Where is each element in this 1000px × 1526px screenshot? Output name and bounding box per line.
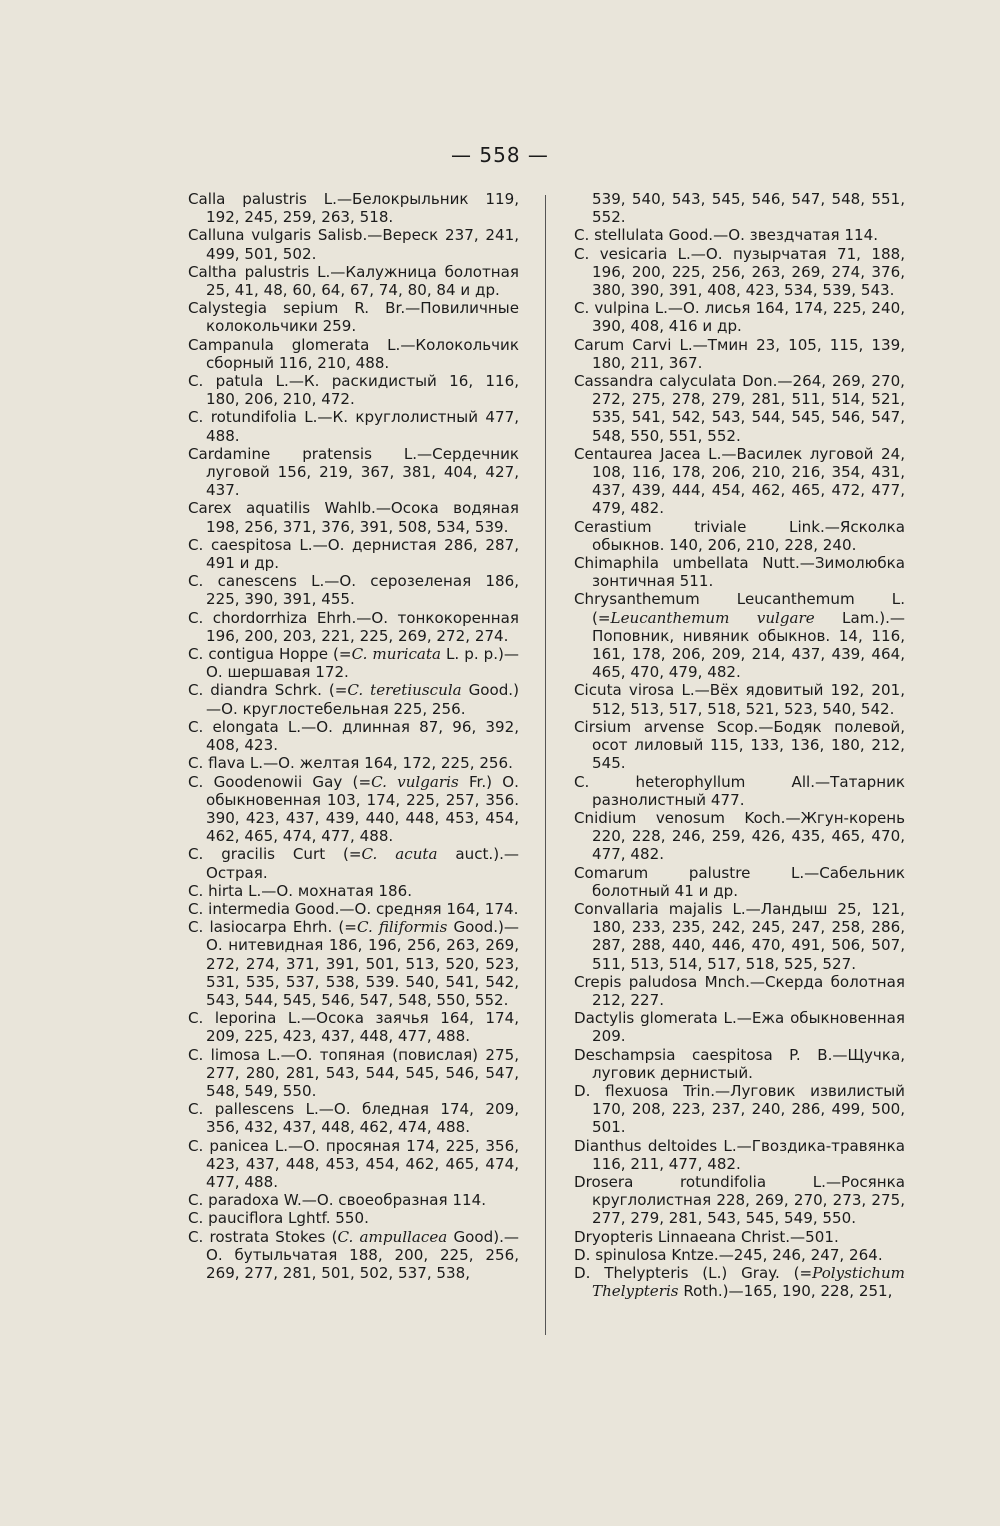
entry-text: C. leporina L.—Осока заячья 164, 174, 209, 225, 423, 437, 448, 477, 488. bbox=[188, 1009, 519, 1046]
index-entry bbox=[574, 590, 905, 681]
entry-text: Carum Carvi L.—Тмин 23, 105, 115, 139, 180, 211, 367. bbox=[574, 335, 905, 372]
index-entry bbox=[188, 882, 519, 900]
entry-text: C. rostrata Stokes ( bbox=[188, 1227, 338, 1246]
index-column-left bbox=[188, 190, 519, 1282]
entry-text: Cassandra calyculata Don.—264, 269, 270, 272, 275, 278, 279, 281, 511, 514, 521, 535, 541, 542, 543, 544, 545, 546, 547, 548, 550, 551, 552. bbox=[574, 372, 905, 445]
entry-text: C. rotundifolia L.—К. круглолистный 477, 488. bbox=[188, 408, 519, 445]
entry-text: Cerastium triviale Link.—Ясколка обыкнов. 140, 206, 210, 228, 240. bbox=[574, 517, 905, 554]
entry-text: Roth.)—165, 190, 228, 251, bbox=[678, 1282, 893, 1301]
entry-text: C. panicea L.—О. просяная 174, 225, 356, 423, 437, 448, 453, 454, 462, 465, 474, 477, 488. bbox=[188, 1136, 519, 1191]
index-entry bbox=[574, 245, 905, 300]
index-entry bbox=[188, 900, 519, 918]
entry-text: Deschampsia caespitosa P. B.—Щучка, луговик дернистый. bbox=[574, 1045, 905, 1082]
entry-text: C. caespitosa L.—О. дернистая 286, 287, 491 и др. bbox=[188, 535, 519, 573]
entry-text: Campanula glomerata L.—Колокольчик сборный 116, 210, 488. bbox=[188, 335, 519, 372]
entry-text: C. patula L.—К. раскидистый 16, 116, 180, 206, 210, 472. bbox=[188, 372, 519, 409]
entry-text: C. hirta L.—О. мохнатая 186. bbox=[188, 881, 413, 900]
index-entry bbox=[188, 499, 519, 535]
index-entry bbox=[188, 445, 519, 500]
entry-text: Dryopteris Linnaeana Christ.—501. bbox=[574, 1227, 839, 1246]
index-entry bbox=[188, 845, 519, 881]
entry-text: Dactylis glomerata L.—Ежа обыкновенная 209. bbox=[574, 1009, 905, 1046]
entry-text: C. limosa L.—О. топяная (повислая) 275, 277, 280, 281, 543, 544, 545, 546, 547, 548, 549, 550. bbox=[188, 1045, 519, 1100]
index-entry bbox=[188, 372, 519, 408]
entry-text: Drosera rotundifolia L.—Росянка круглолистная 228, 269, 270, 273, 275, 277, 279, 281, 543, 545, 549, 550. bbox=[574, 1172, 905, 1228]
entry-text: Chrysanthemum Leucanthemum L. (= bbox=[574, 590, 905, 627]
entry-text: Carex aquatilis Wahlb.—Осока водяная 198, 256, 371, 376, 391, 508, 534, 539. bbox=[188, 499, 519, 536]
entry-text: C. canescens L.—О. серозеленая 186, 225, 390, 391, 455. bbox=[188, 572, 519, 609]
entry-text: auct.).— Острая. bbox=[206, 845, 519, 882]
index-entry bbox=[574, 1173, 905, 1228]
index-entry bbox=[188, 918, 519, 1009]
index-entry bbox=[188, 645, 519, 681]
index-entry bbox=[188, 1209, 519, 1227]
index-entry bbox=[574, 299, 905, 335]
entry-text: Convallaria majalis L.—Ландыш 25, 121, 180, 233, 235, 242, 245, 247, 258, 286, 287, 288, 440, 446, 470, 491, 506, 507, 511, 513, 514, 517, 518, 525, 527. bbox=[574, 899, 905, 973]
index-entry bbox=[188, 609, 519, 645]
entry-text: C. elongata L.—О. длинная 87, 96, 392, 408, 423. bbox=[188, 717, 519, 755]
entry-text: C. heterophyllum All.—Татарник разнолистный 477. bbox=[574, 772, 905, 809]
index-entry bbox=[188, 1100, 519, 1136]
index-entry bbox=[574, 190, 905, 226]
entry-text: Good).— О. бутыльчатая 188, 200, 225, 256, 269, 277, 281, 501, 502, 537, 538, bbox=[206, 1227, 519, 1282]
entry-text: Good.)—О. круглостебельная 225, 256. bbox=[206, 681, 519, 718]
index-entry bbox=[574, 1046, 905, 1082]
entry-text: Calystegia sepium R. Br.—Повиличные колокольчики 259. bbox=[188, 299, 519, 336]
index-entry bbox=[574, 1082, 905, 1137]
entry-synonym: Polystichum Thelypteris bbox=[592, 1263, 905, 1301]
page-number: — 558 — bbox=[451, 143, 549, 167]
index-entry bbox=[188, 773, 519, 846]
index-entry bbox=[574, 1228, 905, 1246]
entry-synonym: C. muricata bbox=[351, 645, 441, 664]
entry-text: C. vesicaria L.—О. пузырчатая 71, 188, 196, 200, 225, 256, 263, 269, 274, 376, 380, 390, 391, 408, 423, 534, 539, 543. bbox=[574, 244, 905, 300]
entry-text: D. spinulosa Kntze.—245, 246, 247, 264. bbox=[574, 1245, 883, 1264]
index-entry bbox=[574, 1137, 905, 1173]
entry-text: Calla palustris L.—Белокрыльник 119, 192, 245, 259, 263, 518. bbox=[188, 190, 519, 227]
entry-synonym: C. teretiuscula bbox=[347, 681, 462, 700]
entry-text: C. intermedia Good.—О. средняя 164, 174. bbox=[188, 899, 519, 918]
entry-text: C. diandra Schrk. (= bbox=[188, 681, 348, 700]
index-entry bbox=[188, 1046, 519, 1101]
entry-text: C. stellulata Good.—О. звездчатая 114. bbox=[574, 226, 879, 245]
entry-text: Calluna vulgaris Salisb.—Вереск 237, 241, 499, 501, 502. bbox=[188, 226, 519, 263]
index-entry bbox=[574, 445, 905, 518]
column-divider bbox=[545, 195, 546, 1335]
index-entry bbox=[188, 681, 519, 717]
index-entry bbox=[574, 900, 905, 973]
entry-text: Fr.) О. обыкновенная 103, 174, 225, 257, 356. 390, 423, 437, 439, 440, 448, 453, 454, 462, 465, 474, 477, 488. bbox=[206, 772, 519, 846]
entry-text: C. gracilis Curt (= bbox=[188, 845, 362, 864]
index-entry bbox=[574, 681, 905, 717]
index-entry bbox=[188, 536, 519, 572]
entry-text: C. pauciflora Lghtf. 550. bbox=[188, 1209, 369, 1228]
index-entry bbox=[188, 190, 519, 226]
index-entry bbox=[574, 226, 905, 244]
entry-text: 539, 540, 543, 545, 546, 547, 548, 551, 552. bbox=[592, 190, 905, 227]
index-entry bbox=[574, 1264, 905, 1300]
index-entry bbox=[574, 336, 905, 372]
index-entry bbox=[188, 718, 519, 754]
index-entry bbox=[188, 263, 519, 299]
index-entry bbox=[188, 1228, 519, 1283]
entry-text: L. p. p.)—О. шершавая 172. bbox=[206, 645, 519, 682]
entry-text: C. pallescens L.—О. бледная 174, 209, 356, 432, 437, 448, 462, 474, 488. bbox=[188, 1100, 519, 1137]
index-entry bbox=[188, 572, 519, 608]
index-entry bbox=[188, 1009, 519, 1045]
entry-text: C. lasiocarpa Ehrh. (= bbox=[188, 918, 357, 937]
entry-text: C. paradoxa W.—О. своеобразная 114. bbox=[188, 1191, 487, 1210]
index-entry bbox=[574, 372, 905, 445]
index-column-right bbox=[574, 190, 905, 1300]
index-entry bbox=[574, 1009, 905, 1045]
index-entry bbox=[574, 773, 905, 809]
entry-text: Crepis paludosa Mnch.—Скерда болотная 212, 227. bbox=[574, 972, 905, 1009]
entry-synonym: C. ampullacea bbox=[337, 1227, 448, 1246]
entry-synonym: Leucanthemum vulgare bbox=[610, 608, 815, 627]
entry-text: Cardamine pratensis L.—Сердечник луговой 156, 219, 367, 381, 404, 427, 437. bbox=[188, 444, 519, 500]
index-entry bbox=[188, 1191, 519, 1209]
entry-synonym: C. filiformis bbox=[356, 918, 448, 937]
entry-text: Cnidium venosum Koch.—Жгун-корень 220, 228, 246, 259, 426, 435, 465, 470, 477, 482. bbox=[574, 808, 905, 864]
entry-text: C. vulpina L.—О. лисья 164, 174, 225, 240, 390, 408, 416 и др. bbox=[574, 299, 905, 336]
entry-text: D. flexuosa Trin.—Луговик извилистый 170, 208, 223, 237, 240, 286, 499, 500, 501. bbox=[574, 1081, 905, 1137]
entry-text: Cicuta virosa L.—Вёх ядовитый 192, 201, 512, 513, 517, 518, 521, 523, 540, 542. bbox=[574, 681, 905, 718]
index-entry bbox=[574, 518, 905, 554]
entry-text: C. contigua Hoppe (= bbox=[188, 645, 352, 664]
entry-text: Cirsium arvense Scop.—Бодяк полевой, осот лиловый 115, 133, 136, 180, 212, 545. bbox=[574, 717, 905, 773]
index-entry bbox=[188, 226, 519, 262]
index-entry bbox=[188, 299, 519, 335]
entry-text: Chimaphila umbellata Nutt.—Зимолюбка зонтичная 511. bbox=[574, 554, 905, 591]
entry-text: C. chordorrhiza Ehrh.—О. тонкокоренная 196, 200, 203, 221, 225, 269, 272, 274. bbox=[188, 608, 519, 645]
entry-text: D. Thelypteris (L.) Gray. (= bbox=[574, 1263, 813, 1282]
entry-synonym: C. vulgaris bbox=[371, 772, 459, 791]
index-entry bbox=[574, 973, 905, 1009]
index-entry bbox=[574, 1246, 905, 1264]
index-entry bbox=[188, 336, 519, 372]
entry-text: Dianthus deltoides L.—Гвоздика-травянка 116, 211, 477, 482. bbox=[574, 1136, 905, 1173]
entry-text: Comarum palustre L.—Сабельник болотный 41 и др. bbox=[574, 863, 905, 900]
entry-text: C. flava L.—О. желтая 164, 172, 225, 256. bbox=[188, 754, 513, 773]
index-entry bbox=[188, 408, 519, 444]
entry-synonym: C. acuta bbox=[361, 845, 438, 864]
index-entry bbox=[574, 864, 905, 900]
entry-text: Centaurea Jacea L.—Василек луговой 24, 108, 116, 178, 206, 210, 216, 354, 431, 437, 439, 444, 454, 462, 465, 472, 477, 479, 482. bbox=[574, 444, 905, 518]
entry-text: Good.)—О. нитевидная 186, 196, 256, 263, 269, 272, 274, 371, 391, 501, 513, 520, 523, 531, 535, 537, 538, 539. 540, 541, 542, 543, 544, 545, 546, 547, 548, 550, 552. bbox=[206, 918, 519, 1009]
entry-text: C. Goodenowii Gay (= bbox=[188, 772, 372, 791]
entry-text: Caltha palustris L.—Калужница болотная 25, 41, 48, 60, 64, 67, 74, 80, 84 и др. bbox=[188, 262, 519, 300]
index-entry bbox=[574, 554, 905, 590]
index-entry bbox=[188, 754, 519, 772]
index-entry bbox=[188, 1137, 519, 1192]
entry-text: Lam.).—Поповник, нивяник обыкнов. 14, 116, 161, 178, 206, 209, 214, 437, 439, 464, 465, 470, 479, 482. bbox=[592, 608, 905, 682]
index-entry bbox=[574, 809, 905, 864]
index-entry bbox=[574, 718, 905, 773]
